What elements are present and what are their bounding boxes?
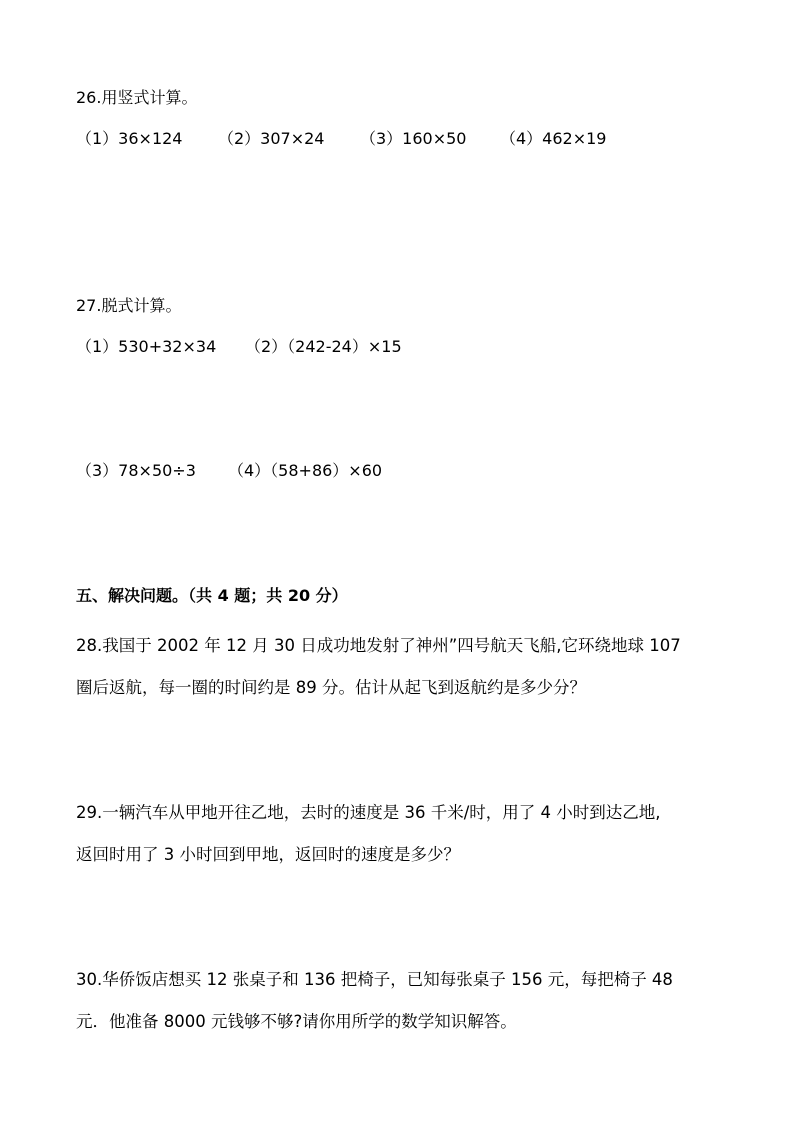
q27-item-3: （3）78×50÷3 xyxy=(76,461,196,480)
q26-title: 26.用竖式计算。 xyxy=(76,88,198,107)
q29-line-1: 29.一辆汽车从甲地开往乙地，去时的速度是 36 千米/时，用了 4 小时到达乙地, xyxy=(76,803,661,822)
q26-item-3: （3）160×50 xyxy=(360,129,467,148)
q26-item-1: （1）36×124 xyxy=(76,129,183,148)
q30-line-1: 30.华侨饭店想买 12 张桌子和 136 把椅子，已知每张桌子 156 元，每把椅子 48 xyxy=(76,970,673,989)
section-heading: 五、解决问题。（共 4 题；共 20 分） xyxy=(76,586,348,605)
q26-item-2: （2）307×24 xyxy=(218,129,325,148)
q27-item-4: （4）（58+86）×60 xyxy=(228,461,383,480)
q27-title: 27.脱式计算。 xyxy=(76,296,182,315)
q30-line-2: 元．他准备 8000 元钱够不够?请你用所学的数学知识解答。 xyxy=(76,1012,517,1031)
q27-item-2: （2）（242-24）×15 xyxy=(245,337,402,356)
q29-line-2: 返回时用了 3 小时回到甲地，返回时的速度是多少？ xyxy=(76,845,460,864)
q28-line-2: 圈后返航，每一圈的时间约是 89 分。估计从起飞到返航约是多少分？ xyxy=(76,678,586,697)
q26-item-4: （4）462×19 xyxy=(500,129,607,148)
q27-item-1: （1）530+32×34 xyxy=(76,337,217,356)
q28-line-1: 28.我国于 2002 年 12 月 30 日成功地发射了神州”四号航天飞船,它环绕地球 107 xyxy=(76,636,681,655)
